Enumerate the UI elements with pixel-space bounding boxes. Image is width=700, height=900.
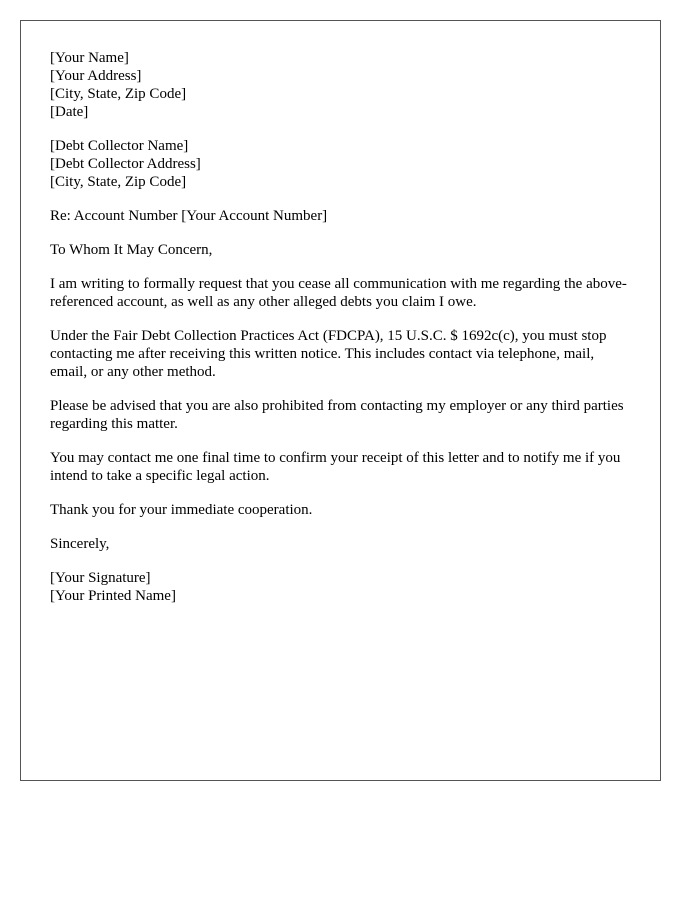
printed-name: [Your Printed Name] (50, 588, 176, 604)
closing: Sincerely, (50, 536, 110, 552)
sender-city: [City, State, Zip Code] (50, 86, 187, 102)
letter-date: [Date] (50, 104, 89, 120)
recipient-city: [City, State, Zip Code] (50, 174, 187, 190)
signature: [Your Signature] (50, 570, 151, 586)
recipient-address: [Debt Collector Address] (50, 156, 201, 172)
body-paragraph: Thank you for your immediate cooperation. (50, 502, 313, 518)
letter-page (20, 20, 661, 781)
re-line: Re: Account Number [Your Account Number] (50, 208, 328, 224)
recipient-name: [Debt Collector Name] (50, 138, 189, 154)
sender-address: [Your Address] (50, 68, 142, 84)
body-paragraph: Please be advised that you are also prohibited from contacting my employer or any third parties regarding this matter. (50, 398, 624, 432)
sender-block (50, 49, 630, 121)
body-paragraph: You may contact me one final time to confirm your receipt of this letter and to notify me if you intend to take a specific legal action. (50, 450, 621, 484)
recipient-block (50, 137, 630, 191)
body-paragraph: I am writing to formally request that you cease all communication with me regarding the above-referenced account, as well as any other alleged debts you claim I owe. (50, 276, 627, 310)
signature-block (50, 569, 630, 605)
sender-name: [Your Name] (50, 50, 129, 66)
salutation: To Whom It May Concern, (50, 242, 213, 258)
body-paragraph: Under the Fair Debt Collection Practices Act (FDCPA), 15 U.S.C. $ 1692c(c), you must stop contacting me after receiving this written notice. This includes contact via telephone, mail, email, or any other method. (50, 328, 607, 380)
